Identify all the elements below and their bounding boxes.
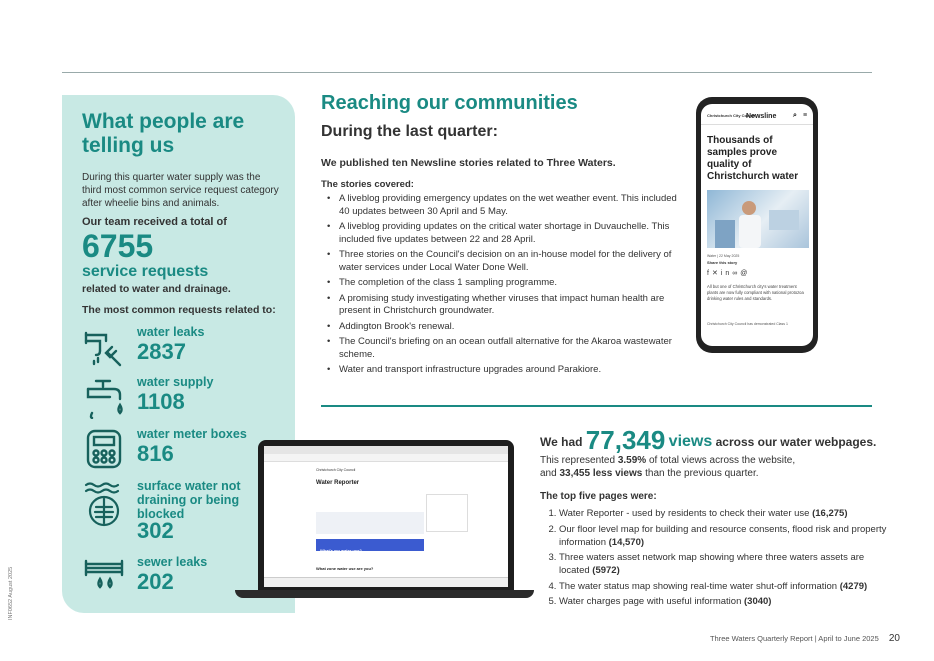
section-subheading: During the last quarter: bbox=[321, 123, 498, 140]
panel-heading: What people are telling us bbox=[82, 110, 245, 157]
total-requests-value: 6755 bbox=[82, 228, 154, 264]
stories-covered-label: The stories covered: bbox=[321, 179, 414, 190]
total-requests-sub: related to water and drainage. bbox=[82, 283, 231, 295]
laptop-base bbox=[235, 590, 534, 598]
request-value: 1108 bbox=[137, 389, 185, 414]
phone-mockup bbox=[696, 97, 818, 353]
laptop-question: What zone water use are you? bbox=[316, 566, 374, 571]
article-body: All but one of Christchurch city's water treatment plants are now fully compliant with national protozoa drinking water rules and standards. bbox=[707, 284, 804, 301]
list-item: • Water and transport infrastructure upgrades around Parakiore. bbox=[339, 364, 684, 377]
list-item: • The completion of the class 1 sampling programme. bbox=[339, 277, 684, 290]
newsline-title: Newsline bbox=[746, 113, 777, 120]
text: This represented bbox=[540, 455, 616, 466]
percent-value: 3.59% bbox=[617, 455, 647, 466]
document-code: INF0652 August 2025 bbox=[8, 566, 14, 620]
common-requests-label: The most common requests related to: bbox=[82, 304, 276, 316]
request-label: water leaks bbox=[137, 325, 205, 339]
article-footer: Christchurch City Council has demonstrated Class 1 bbox=[707, 322, 788, 326]
published-statement: We published ten Newsline stories related to Three Waters. bbox=[321, 157, 616, 169]
request-value: 302 bbox=[137, 518, 174, 543]
drain-icon bbox=[82, 479, 126, 527]
list-item: • A liveblog providing emergency updates on the wet weather event. This included 40 updates between 30 April and 5 May. bbox=[339, 193, 684, 218]
linkedin-icon: in bbox=[720, 270, 733, 277]
stories-list bbox=[321, 193, 684, 380]
article-photo bbox=[707, 190, 809, 248]
water-use-button bbox=[316, 539, 424, 551]
text: of total views across the website, bbox=[648, 455, 796, 466]
pipe-wrench-icon bbox=[82, 325, 126, 369]
request-value: 202 bbox=[137, 569, 174, 594]
list-item: 2. Our floor level map for building and resource consents, flood risk and property information (14,570) bbox=[559, 523, 889, 549]
section-heading: Reaching our communities bbox=[321, 92, 578, 114]
list-item: 3. Three waters asset network map showing where three waters assets are located (5972) bbox=[559, 551, 889, 577]
search-icon: ⌕ bbox=[793, 112, 797, 119]
laptop-page-title: Water Reporter bbox=[316, 480, 360, 486]
request-label: water supply bbox=[137, 375, 214, 389]
taskbar bbox=[264, 577, 508, 587]
total-requests-unit: service requests bbox=[82, 263, 209, 280]
total-label: Our team received a total of bbox=[82, 216, 227, 228]
menu-icon: ≡ bbox=[803, 112, 808, 119]
water-meter-icon bbox=[82, 427, 126, 471]
list-item: • Addington Brook's renewal. bbox=[339, 321, 684, 334]
request-label: surface water not draining or being blocked bbox=[137, 479, 241, 521]
list-item: 5. Water charges page with useful information (3040) bbox=[559, 595, 889, 608]
views-word: views bbox=[668, 433, 713, 450]
facebook-icon: f bbox=[707, 270, 712, 277]
page-number: 20 bbox=[888, 633, 900, 644]
list-item: • A liveblog providing updates on the critical water shortage in Duvauchelle. This included five updates between 22 and 28 April. bbox=[339, 221, 684, 246]
list-item: • The Council's briefing on an ocean outfall alternative for the Akaroa wastewater scheme. bbox=[339, 336, 684, 361]
phone-headline: Thousands of samples prove quality of Christchurch water bbox=[707, 135, 799, 182]
email-icon: @ bbox=[740, 270, 751, 277]
list-item: 1. Water Reporter - used by residents to check their water use (16,275) bbox=[559, 507, 889, 520]
views-suffix: across our water webpages. bbox=[715, 435, 877, 449]
link-icon: ∞ bbox=[732, 270, 741, 277]
request-value: 816 bbox=[137, 441, 174, 466]
request-value: 2837 bbox=[137, 339, 186, 364]
x-icon: ✕ bbox=[711, 270, 721, 277]
views-value: 77,349 bbox=[585, 425, 666, 455]
list-item: 4. The water status map showing real-time water shut-off information (4279) bbox=[559, 580, 889, 593]
report-title: Three Waters Quarterly Report | April to June 2025 bbox=[709, 634, 879, 643]
laptop-brand: Christchurch City Council bbox=[316, 468, 356, 472]
share-label: Share this story bbox=[707, 260, 738, 265]
list-item: • A promising study investigating whether viruses that impact human health are present in Christchurch groundwater. bbox=[339, 293, 684, 318]
laptop-screen bbox=[264, 446, 508, 587]
article-meta: Water | 22 May 2025 bbox=[707, 254, 740, 258]
list-item: • Three stories on the Council's decision on an in-house model for the delivery of water services under Local Water Done Well. bbox=[339, 249, 684, 274]
top-pages-list bbox=[540, 507, 889, 611]
request-label: sewer leaks bbox=[137, 555, 208, 569]
less-views-value: 33,455 less views bbox=[559, 468, 643, 479]
views-comparison bbox=[540, 454, 840, 480]
share-icons bbox=[707, 269, 750, 277]
section-divider bbox=[321, 405, 872, 407]
page-footer bbox=[710, 633, 900, 644]
tap-icon bbox=[82, 375, 126, 419]
text: than the previous quarter. bbox=[645, 468, 759, 479]
views-prefix: We had bbox=[540, 435, 583, 449]
top-divider bbox=[62, 72, 872, 73]
council-logo: Christchurch City Council bbox=[707, 113, 757, 118]
request-label: water meter boxes bbox=[137, 427, 247, 441]
phone-screen bbox=[701, 104, 813, 346]
leaking-pipe-icon bbox=[82, 555, 126, 599]
water-use-button-label: What's my water use? bbox=[320, 548, 362, 553]
text: and bbox=[540, 468, 557, 479]
top-pages-label: The top five pages were: bbox=[540, 491, 657, 502]
panel-intro: During this quarter water supply was the third most common service request category after wheelie bins and animals. bbox=[82, 172, 279, 209]
laptop-mockup bbox=[258, 440, 514, 590]
views-statement bbox=[540, 425, 876, 456]
